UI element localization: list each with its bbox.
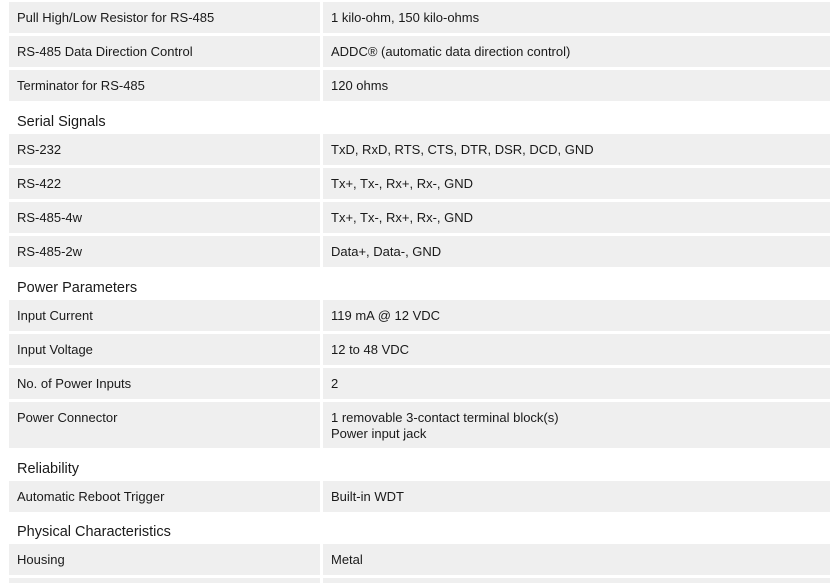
spec-value: TxD, RxD, RTS, CTS, DTR, DSR, DCD, GND <box>323 134 830 165</box>
spec-row <box>9 300 830 331</box>
spec-row <box>9 578 830 583</box>
spec-label: Power Connector <box>9 402 320 448</box>
spec-value: Tx+, Tx-, Rx+, Rx-, GND <box>323 168 830 199</box>
spec-value <box>323 578 830 583</box>
spec-value: Data+, Data-, GND <box>323 236 830 267</box>
section-heading-power-parameters: Power Parameters <box>17 280 138 296</box>
spec-label: Automatic Reboot Trigger <box>9 481 320 512</box>
spec-value: Metal <box>323 544 830 575</box>
spec-row <box>9 402 830 448</box>
spec-value: 1 kilo-ohm, 150 kilo-ohms <box>323 2 830 33</box>
spec-label: Input Voltage <box>9 334 320 365</box>
spec-label: Housing <box>9 544 320 575</box>
spec-value: 119 mA @ 12 VDC <box>323 300 830 331</box>
spec-label: No. of Power Inputs <box>9 368 320 399</box>
section-heading-physical-characteristics: Physical Characteristics <box>17 524 171 540</box>
spec-row <box>9 70 830 101</box>
section-heading-serial-signals: Serial Signals <box>17 114 106 130</box>
section-heading-reliability: Reliability <box>17 461 80 477</box>
spec-row <box>9 36 830 67</box>
spec-label: RS-422 <box>9 168 320 199</box>
spec-row <box>9 236 830 267</box>
spec-label <box>9 578 320 583</box>
spec-label: RS-485 Data Direction Control <box>9 36 320 67</box>
spec-label: Input Current <box>9 300 320 331</box>
spec-value: ADDC® (automatic data direction control) <box>323 36 830 67</box>
spec-label: RS-232 <box>9 134 320 165</box>
spec-value: 1 removable 3-contact terminal block(s) Power input jack <box>323 402 830 448</box>
spec-value: 120 ohms <box>323 70 830 101</box>
spec-label: Pull High/Low Resistor for RS-485 <box>9 2 320 33</box>
spec-row <box>9 334 830 365</box>
spec-row <box>9 368 830 399</box>
spec-row <box>9 481 830 512</box>
spec-row <box>9 544 830 575</box>
spec-row <box>9 168 830 199</box>
spec-row <box>9 134 830 165</box>
spec-row <box>9 202 830 233</box>
spec-value: Tx+, Tx-, Rx+, Rx-, GND <box>323 202 830 233</box>
spec-label: Terminator for RS-485 <box>9 70 320 101</box>
spec-value: Built-in WDT <box>323 481 830 512</box>
spec-row <box>9 2 830 33</box>
spec-value: 2 <box>323 368 830 399</box>
spec-value: 12 to 48 VDC <box>323 334 830 365</box>
spec-label: RS-485-2w <box>9 236 320 267</box>
spec-label: RS-485-4w <box>9 202 320 233</box>
